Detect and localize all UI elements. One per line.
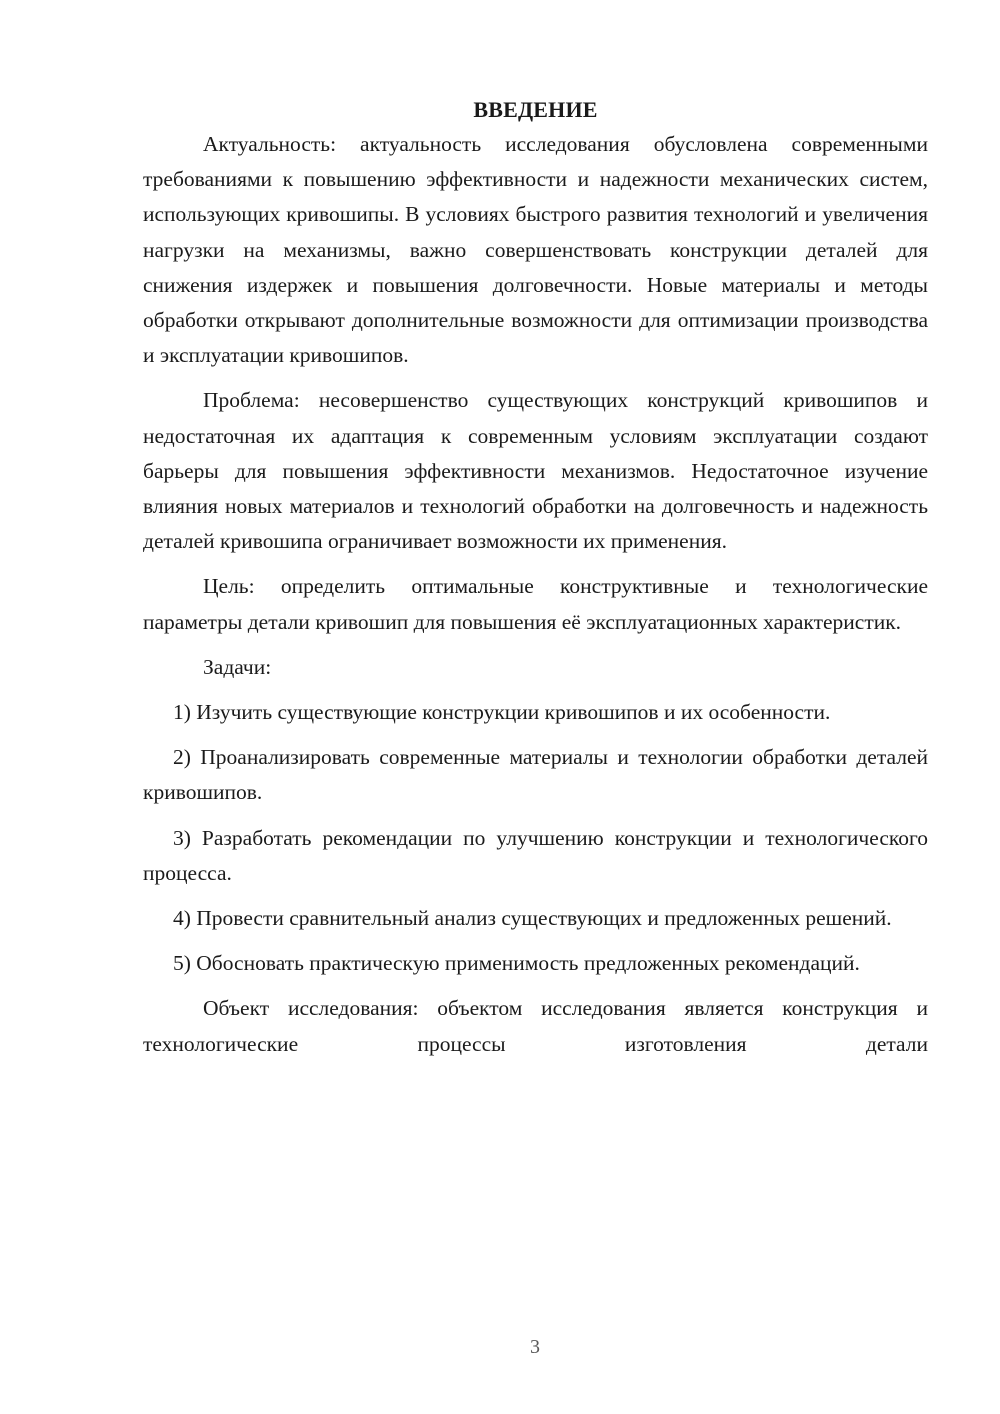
task-item-3: 3) Разработать рекомендации по улучшению конструкции и технологического процесса. <box>143 825 928 885</box>
task-item-1: 1) Изучить существующие конструкции кривошипов и их особенности. <box>173 700 831 725</box>
task-item-5: 5) Обосновать практическую применимость предложенных рекомендаций. <box>173 951 860 976</box>
document-page <box>143 92 928 1062</box>
page-number: 3 <box>530 1336 540 1358</box>
paragraph-object: Объект исследования: объектом исследования является конструкция и технологические процессы изготовления детали <box>143 996 928 1056</box>
paragraph-relevance: Актуальность: актуальность исследования обусловлена современными требованиями к повышению эффективности и надежности механических систем, использующих кривошипы. В условиях быстрого развития технологий и увеличения нагрузки на механизмы, важно совершенствовать конструкции деталей для снижения издержек и повышения долговечности. Новые материалы и методы обработки открывают дополнительные возможности для оптимизации производства и эксплуатации кривошипов. <box>143 132 928 368</box>
tasks-heading: Задачи: <box>203 654 272 679</box>
paragraph-problem: Проблема: несовершенство существующих конструкций кривошипов и недостаточная их адаптация к современным условиям эксплуатации создают барьеры для повышения эффективности механизмов. Недостаточное изучение влияния новых материалов и технологий обработки на долговечность и надежность деталей кривошипа ограничивает возможности их применения. <box>143 388 928 554</box>
paragraph-goal: Цель: определить оптимальные конструктивные и технологические параметры детали кривошип для повышения её эксплуатационных характеристик. <box>143 574 928 634</box>
section-title: ВВЕДЕНИЕ <box>473 97 598 122</box>
task-item-4: 4) Провести сравнительный анализ существующих и предложенных решений. <box>173 906 892 931</box>
task-item-2: 2) Проанализировать современные материалы и технологии обработки деталей кривошипов. <box>143 745 928 805</box>
